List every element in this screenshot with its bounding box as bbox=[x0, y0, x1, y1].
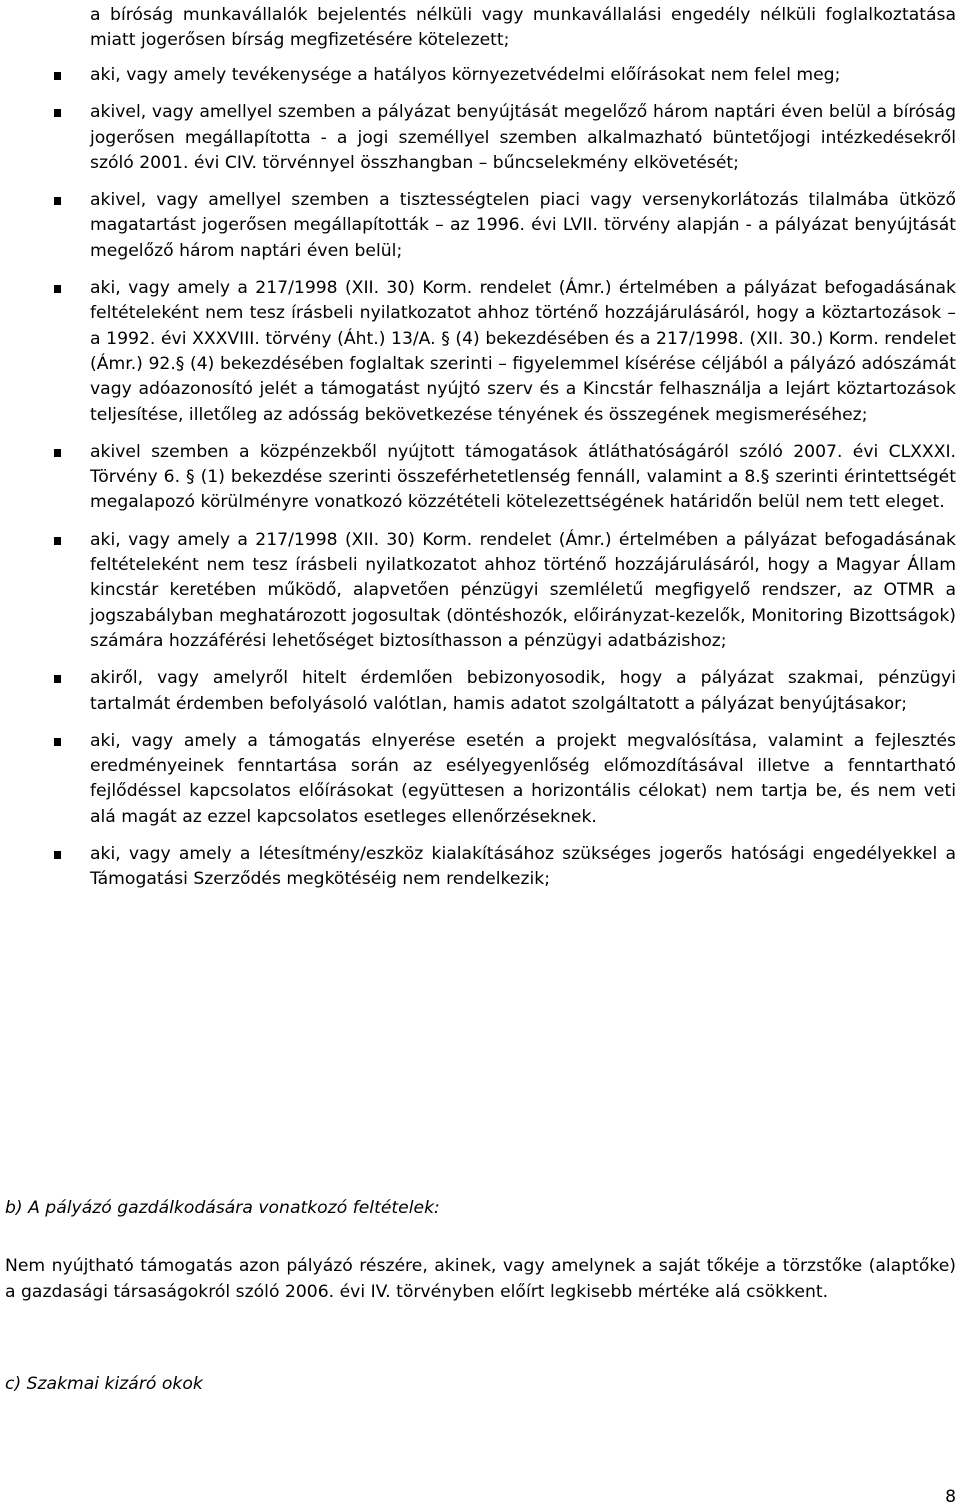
continuation-text: a bíróság munkavállalók bejelentés nélküli vagy munkavállalási engedély nélküli foglalkoztatása miatt jogerősen bírság megfizetésére kötelezett; bbox=[90, 5, 956, 50]
square-bullet-icon bbox=[54, 197, 61, 205]
list-item-text: akiről, vagy amelyről hitelt érdemlően bebizonyosodik, hogy a pályázat szakmai, pénzügyi tartalmát érdemben befolyásoló valótlan, hamis adatot szolgáltatott a pályázat benyújtásakor; bbox=[90, 668, 956, 714]
list-item bbox=[0, 100, 960, 176]
list-item bbox=[0, 63, 960, 88]
list-item bbox=[0, 440, 960, 516]
section-c-heading: c) Szakmai kizáró okok bbox=[5, 1374, 203, 1394]
list-item-text: aki, vagy amely tevékenysége a hatályos környezetvédelmi előírásokat nem felel meg; bbox=[90, 65, 841, 85]
page-number: 8 bbox=[945, 1487, 956, 1507]
list-item-text: aki, vagy amely a 217/1998 (XII. 30) Korm. rendelet (Ámr.) értelmében a pályázat befogadásának feltételeként nem tesz írásbeli nyilatkozatot ahhoz történő hozzájárulásáról, hogy a köztartozások – a 1992. évi XXXVIII. törvény (Áht.) 13/A. § (4) bekezdésében és a 217/1998. (XII. 30.) Korm. rendelet (Ámr.) 92.§ (4) bekezdésében foglaltak szerinti – figyelemmel kísérése céljából a pályázó adószámát vagy adóazonosító jelét a támogatást nyújtó szerv és a Kincstár felhasználja a lejárt köztartozások teljesítése, illetőleg az adósság bekövetkezése tényének és összegének megismeréséhez; bbox=[90, 278, 956, 425]
list-item-text: aki, vagy amely a támogatás elnyerése esetén a projekt megvalósítása, valamint a fejlesztés eredményeinek fenntartása során az esélyegyenlőség előmozdításával illetve a fenntartható fejlődéssel kapcsolatos előírásokat (együttesen a horizontális célokat) nem tartja be, és nem veti alá magát az ezzel kapcsolatos esetleges ellenőrzéseknek. bbox=[90, 730, 956, 827]
square-bullet-icon bbox=[54, 109, 61, 117]
section-b-paragraph: Nem nyújtható támogatás azon pályázó részére, akinek, vagy amelynek a saját tőkéje a törzstőke (alaptőke) a gazdasági társaságokról szóló 2006. évi IV. törvényben előírt legkisebb mértéke alá csökkent. bbox=[5, 1256, 956, 1302]
list-item bbox=[0, 842, 960, 893]
list-item bbox=[0, 188, 960, 264]
square-bullet-icon bbox=[54, 449, 61, 457]
square-bullet-icon bbox=[54, 285, 61, 293]
list-item-text: akivel, vagy amellyel szemben a tisztességtelen piaci vagy versenykorlátozás tilalmába ütköző magatartást jogerősen megállapították – az 1996. évi LVII. törvény alapján - a pályázat benyújtását megelőző három naptári éven belül; bbox=[90, 190, 956, 261]
square-bullet-icon bbox=[54, 537, 61, 545]
list-item-text: akivel, vagy amellyel szemben a pályázat benyújtását megelőző három naptári éven belül a bíróság jogerősen megállapította - a jogi személlyel szemben alkalmazható büntetőjogi intézkedésekről szóló 2001. évi CIV. törvénnyel összhangban – bűncselekmény elkövetését; bbox=[90, 102, 956, 173]
square-bullet-icon bbox=[54, 738, 61, 746]
list-item bbox=[0, 276, 960, 428]
square-bullet-icon bbox=[54, 675, 61, 683]
section-b-heading: b) A pályázó gazdálkodására vonatkozó feltételek: bbox=[5, 1198, 440, 1218]
exclusion-list bbox=[0, 63, 960, 905]
list-item bbox=[0, 729, 960, 830]
square-bullet-icon bbox=[54, 851, 61, 859]
list-item-text: aki, vagy amely a 217/1998 (XII. 30) Korm. rendelet (Ámr.) értelmében a pályázat befogadásának feltételeként nem tesz írásbeli nyilatkozatot ahhoz történő hozzájárulásáról, hogy a Magyar Állam kincstár keretében működő, alapvetően pénzügyi szemléletű megfigyelő rendszer, az OTMR a jogszabályban meghatározott jogosultak (döntéshozók, előirányzat-kezelők, Monitoring Bizottságok) számára hozzáférési lehetőséget biztosíthasson a pénzügyi adatbázishoz; bbox=[90, 529, 956, 651]
square-bullet-icon bbox=[54, 72, 61, 80]
list-item bbox=[0, 528, 960, 654]
list-item-text: akivel szemben a közpénzekből nyújtott támogatások átláthatóságáról szóló 2007. évi CLXXXI. Törvény 6. § (1) bekezdése szerinti összeférhetetlenség fennáll, valamint a 8.§ szerinti érintettségét megalapozó körülményre vonatkozó közzétételi kötelezettségének határidőn belül nem tett eleget. bbox=[90, 441, 956, 513]
list-item-text: aki, vagy amely a létesítmény/eszköz kialakításához szükséges jogerős hatósági engedélyekkel a Támogatási Szerződés megkötéséig nem rendelkezik; bbox=[90, 844, 956, 890]
list-item bbox=[0, 666, 960, 717]
